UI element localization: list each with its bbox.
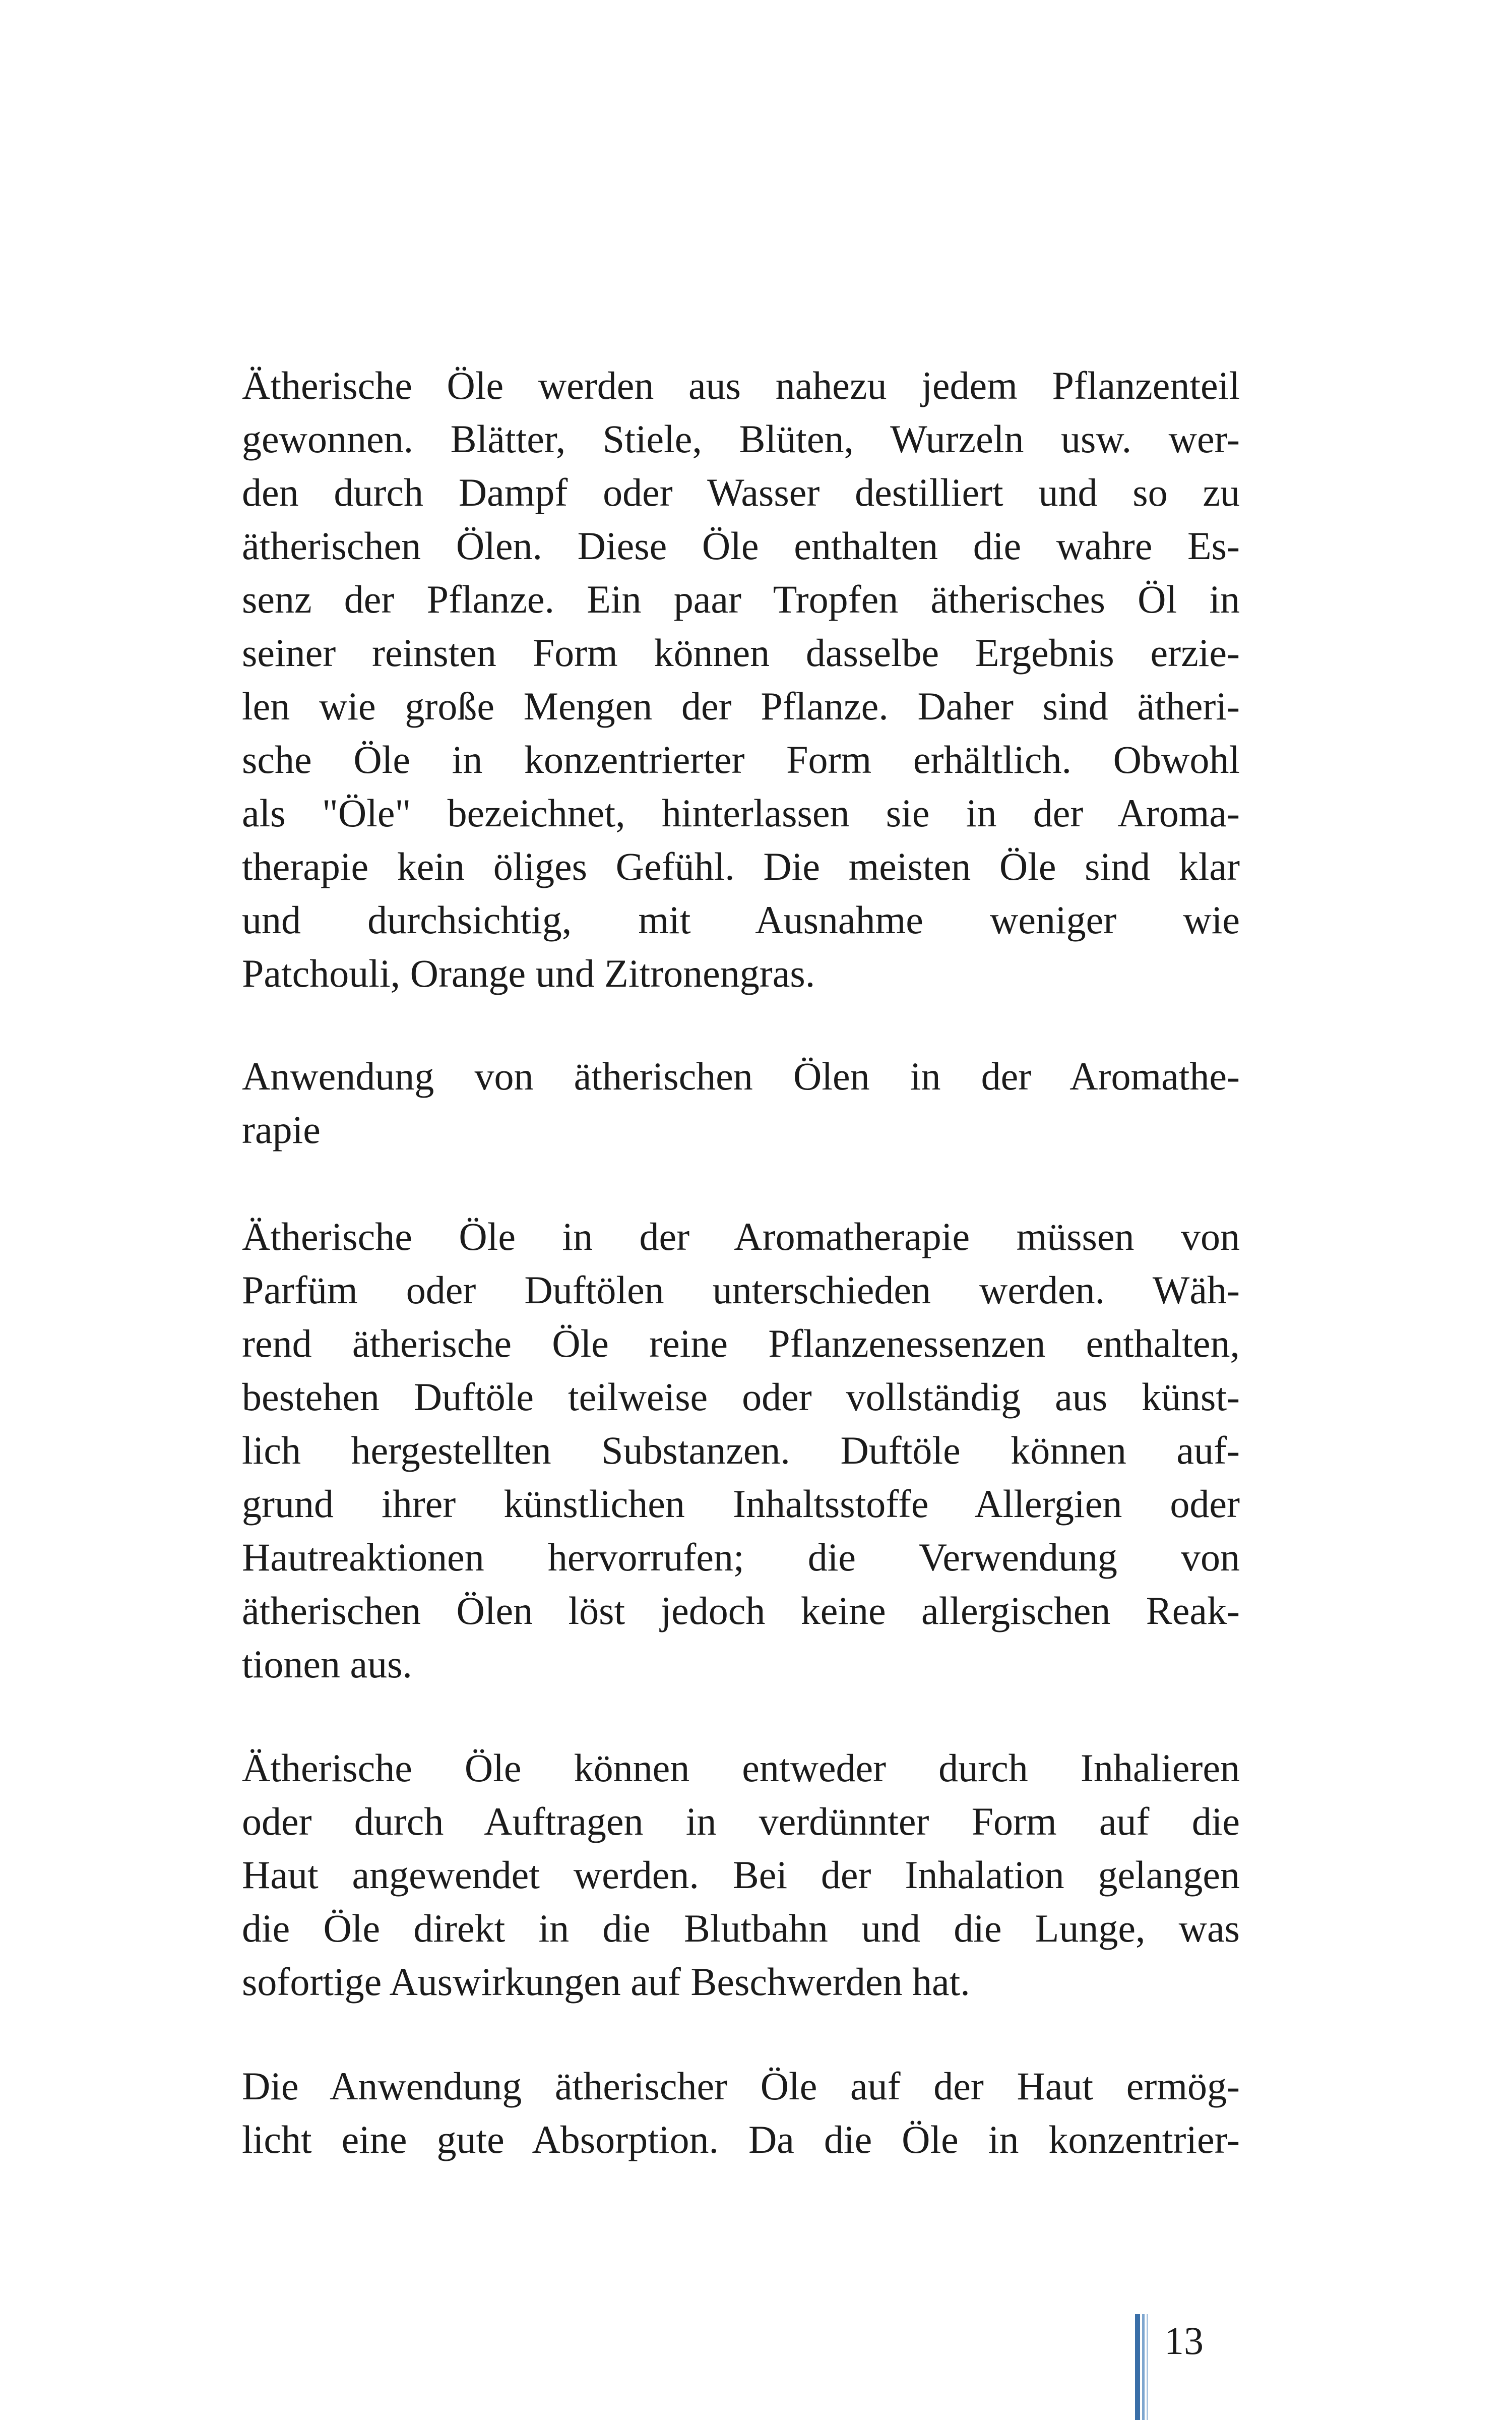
text-line: Die Anwendung ätherischer Öle auf der Haut ermög- bbox=[242, 2064, 1240, 2108]
text-line: oder durch Auftragen in verdünnter Form auf die bbox=[242, 1799, 1240, 1843]
text-line: therapie kein öliges Gefühl. Die meisten Öle sind klar bbox=[242, 844, 1240, 888]
text-line: Hautreaktionen hervorrufen; die Verwendung von bbox=[242, 1535, 1240, 1579]
text-line: sche Öle in konzentrierter Form erhältlich. Obwohl bbox=[242, 738, 1240, 781]
rule-bar-light bbox=[1147, 2314, 1148, 2420]
text-line: ätherischen Ölen. Diese Öle enthalten die wahre Es- bbox=[242, 524, 1240, 568]
text-line: seiner reinsten Form können dasselbe Ergebnis erzie- bbox=[242, 631, 1240, 675]
text-line: sofortige Auswirkungen auf Beschwerden hat. bbox=[242, 1960, 970, 2004]
rule-bar-dark bbox=[1135, 2314, 1140, 2420]
heading-line: rapie bbox=[242, 1108, 321, 1152]
text-line: und durchsichtig, mit Ausnahme weniger wie bbox=[242, 898, 1240, 942]
text-line: ätherischen Ölen löst jedoch keine allergischen Reak- bbox=[242, 1589, 1240, 1632]
text-line: tionen aus. bbox=[242, 1642, 412, 1686]
section-heading bbox=[242, 1050, 1240, 1157]
text-line: rend ätherische Öle reine Pflanzenessenzen enthalten, bbox=[242, 1321, 1240, 1365]
page-number-rule bbox=[1135, 2314, 1150, 2420]
text-line: bestehen Duftöle teilweise oder vollständig aus künst- bbox=[242, 1375, 1240, 1419]
text-line: die Öle direkt in die Blutbahn und die Lunge, was bbox=[242, 1906, 1240, 1950]
text-line: den durch Dampf oder Wasser destilliert und so zu bbox=[242, 470, 1240, 514]
text-line: gewonnen. Blätter, Stiele, Blüten, Wurzeln usw. wer- bbox=[242, 417, 1240, 461]
text-line: Ätherische Öle werden aus nahezu jedem Pflanzenteil bbox=[242, 364, 1240, 407]
heading-line: Anwendung von ätherischen Ölen in der Aromathe- bbox=[242, 1054, 1240, 1098]
text-line: len wie große Mengen der Pflanze. Daher sind ätheri- bbox=[242, 684, 1240, 728]
paragraph-2 bbox=[242, 1210, 1240, 1691]
paragraph-4 bbox=[242, 2060, 1240, 2166]
text-line: Ätherische Öle in der Aromatherapie müssen von bbox=[242, 1215, 1240, 1258]
page-number: 13 bbox=[1164, 2319, 1204, 2363]
text-line: Ätherische Öle können entweder durch Inhalieren bbox=[242, 1746, 1240, 1790]
paragraph-3 bbox=[242, 1741, 1240, 2009]
text-line: senz der Pflanze. Ein paar Tropfen ätherisches Öl in bbox=[242, 577, 1240, 621]
text-line: Patchouli, Orange und Zitronengras. bbox=[242, 951, 815, 995]
text-line: als "Öle" bezeichnet, hinterlassen sie in der Aroma- bbox=[242, 791, 1240, 835]
text-line: grund ihrer künstlichen Inhaltsstoffe Allergien oder bbox=[242, 1482, 1240, 1526]
paragraph-1 bbox=[242, 359, 1240, 1000]
text-line: Parfüm oder Duftölen unterschieden werden. Wäh- bbox=[242, 1268, 1240, 1312]
text-line: lich hergestellten Substanzen. Duftöle können auf- bbox=[242, 1428, 1240, 1472]
text-line: Haut angewendet werden. Bei der Inhalation gelangen bbox=[242, 1853, 1240, 1897]
text-line: licht eine gute Absorption. Da die Öle in konzentrier- bbox=[242, 2118, 1240, 2161]
rule-bar-medium bbox=[1142, 2314, 1145, 2420]
